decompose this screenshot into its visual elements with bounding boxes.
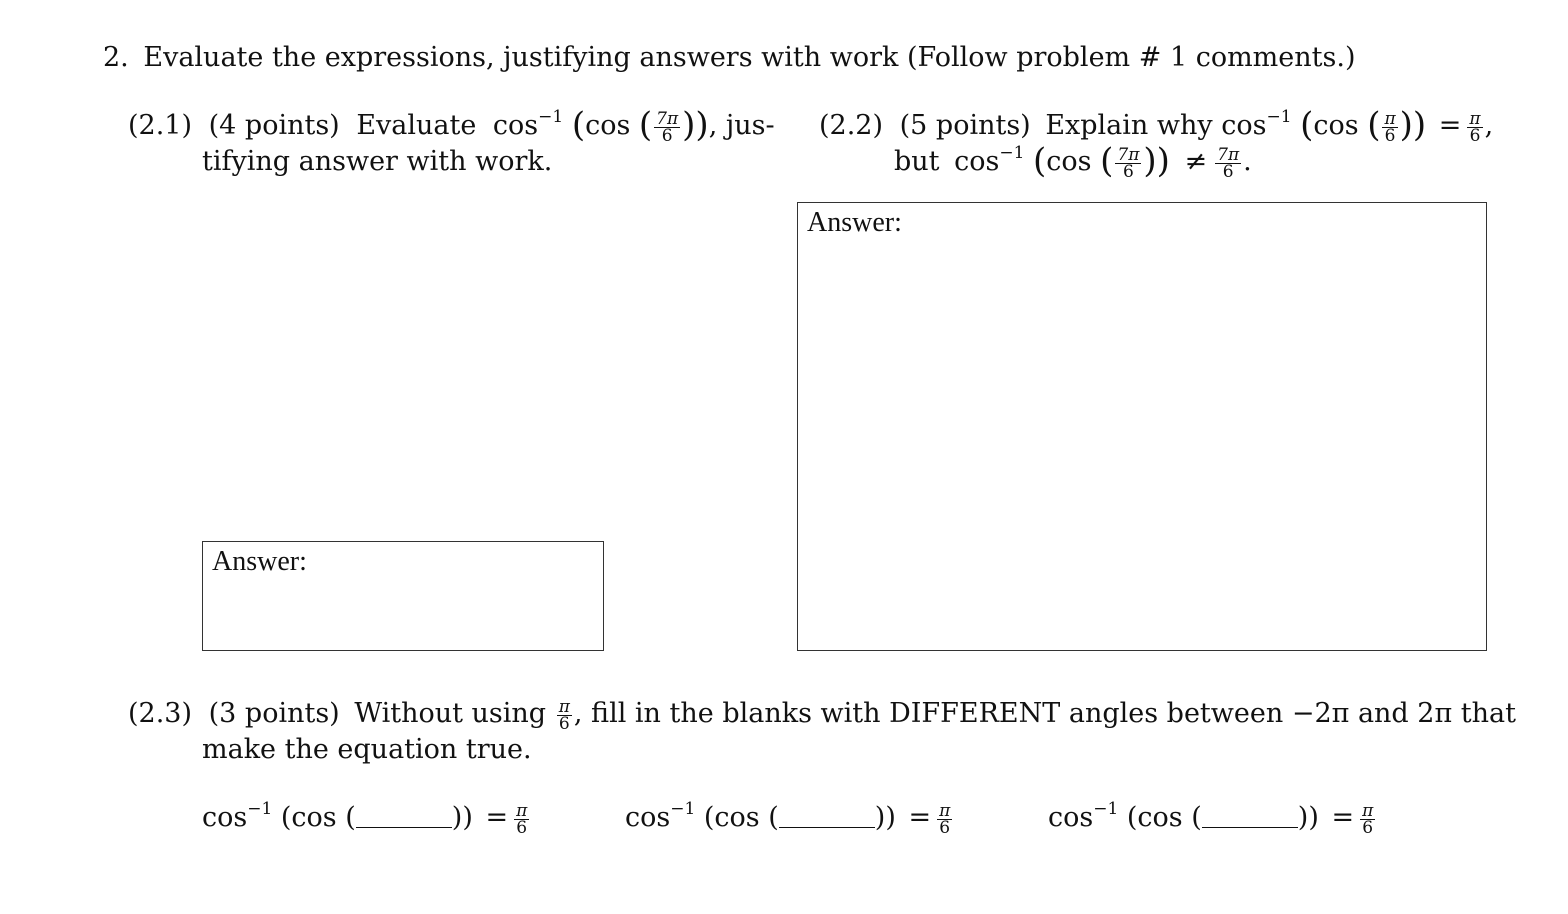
fraction-pi-6: $\frac{\pi}{6}$: [516, 801, 528, 838]
cos-function: cos: [492, 110, 539, 141]
part-2-2-expression-1: $\cos^{-1} (\cos$ ( $\frac{\pi}{6}$ )) = $\frac{\pi}{6}$ ,: [1221, 105, 1494, 146]
part-2-2-points: (5 points): [899, 110, 1031, 141]
part-2-2-lead: Explain why: [1045, 110, 1213, 141]
fraction-7pi-6: $\frac{7\pi}{6}$: [656, 109, 679, 146]
part-2-3-lead: Without using: [354, 698, 547, 729]
part-2-1-label: (2.1): [128, 110, 193, 141]
part-2-2-line-1: [819, 105, 1494, 146]
fraction-pi-6: $\frac{\pi}{6}$: [558, 697, 570, 734]
part-2-1-points: (4 points): [208, 110, 340, 141]
fraction-pi-6: $\frac{\pi}{6}$: [1362, 801, 1374, 838]
problem-number: 2.: [103, 42, 129, 73]
fraction-pi-6: $\frac{\pi}{6}$: [1384, 109, 1396, 146]
fill-in-equation-3: $\cos^{-1} (\cos$ ( )) = $\frac{\pi}{6}$: [1048, 799, 1374, 838]
part-2-1-lead: Evaluate: [356, 110, 477, 141]
part-2-1-expression: $\cos^{-1} (\cos$ ( $\frac{7\pi}{6}$ )): [492, 105, 709, 146]
answer-label: Answer:: [212, 546, 307, 577]
fill-in-equation-2: $\cos^{-1} (\cos$ ( )) = $\frac{\pi}{6}$: [625, 799, 951, 838]
answer-box-2-2[interactable]: [797, 202, 1487, 651]
blank-input-2[interactable]: [779, 805, 875, 828]
part-2-1-line-1: [128, 105, 775, 146]
fraction-7pi-6: $\frac{7\pi}{6}$: [1117, 145, 1140, 182]
part-2-2-expression-2: $\cos^{-1} (\cos$ ( $\frac{7\pi}{6}$ )) ≠ $\frac{7\pi}{6}$ .: [954, 141, 1252, 182]
answer-box-2-1[interactable]: [202, 541, 604, 651]
part-2-3-line-1: [128, 697, 1516, 732]
problem-instruction: Evaluate the expressions, justifying answers with work (Follow problem # 1 comments.): [143, 42, 1356, 73]
part-2-3-label: (2.3): [128, 698, 193, 729]
answer-label: Answer:: [807, 207, 902, 238]
part-2-1-trail: , jus-: [708, 110, 775, 141]
inverse-power: −1: [538, 107, 564, 127]
cos-inner: cos: [585, 110, 631, 141]
part-2-3-points: (3 points): [208, 698, 340, 729]
fraction-pi-6: $\frac{\pi}{6}$: [1469, 109, 1481, 146]
part-2-2-label: (2.2): [819, 110, 884, 141]
part-2-3-line-2: make the equation true.: [202, 734, 532, 765]
problem-heading: [103, 41, 1355, 75]
fill-in-equation-1: $\cos^{-1} (\cos$ ( )) = $\frac{\pi}{6}$: [202, 799, 528, 838]
not-equal-sign: ≠: [1184, 146, 1208, 177]
blank-input-3[interactable]: [1202, 805, 1298, 828]
fraction-7pi-6: $\frac{7\pi}{6}$: [1217, 145, 1240, 182]
part-2-2-but: but: [894, 146, 940, 177]
fraction-pi-6: $\frac{\pi}{6}$: [939, 801, 951, 838]
blank-input-1[interactable]: [356, 805, 452, 828]
part-2-3-rest: , fill in the blanks with DIFFERENT angles between −2π and 2π that: [573, 698, 1516, 729]
part-2-2-line-2: [894, 141, 1252, 182]
part-2-1-line-2: tifying answer with work.: [202, 146, 553, 177]
